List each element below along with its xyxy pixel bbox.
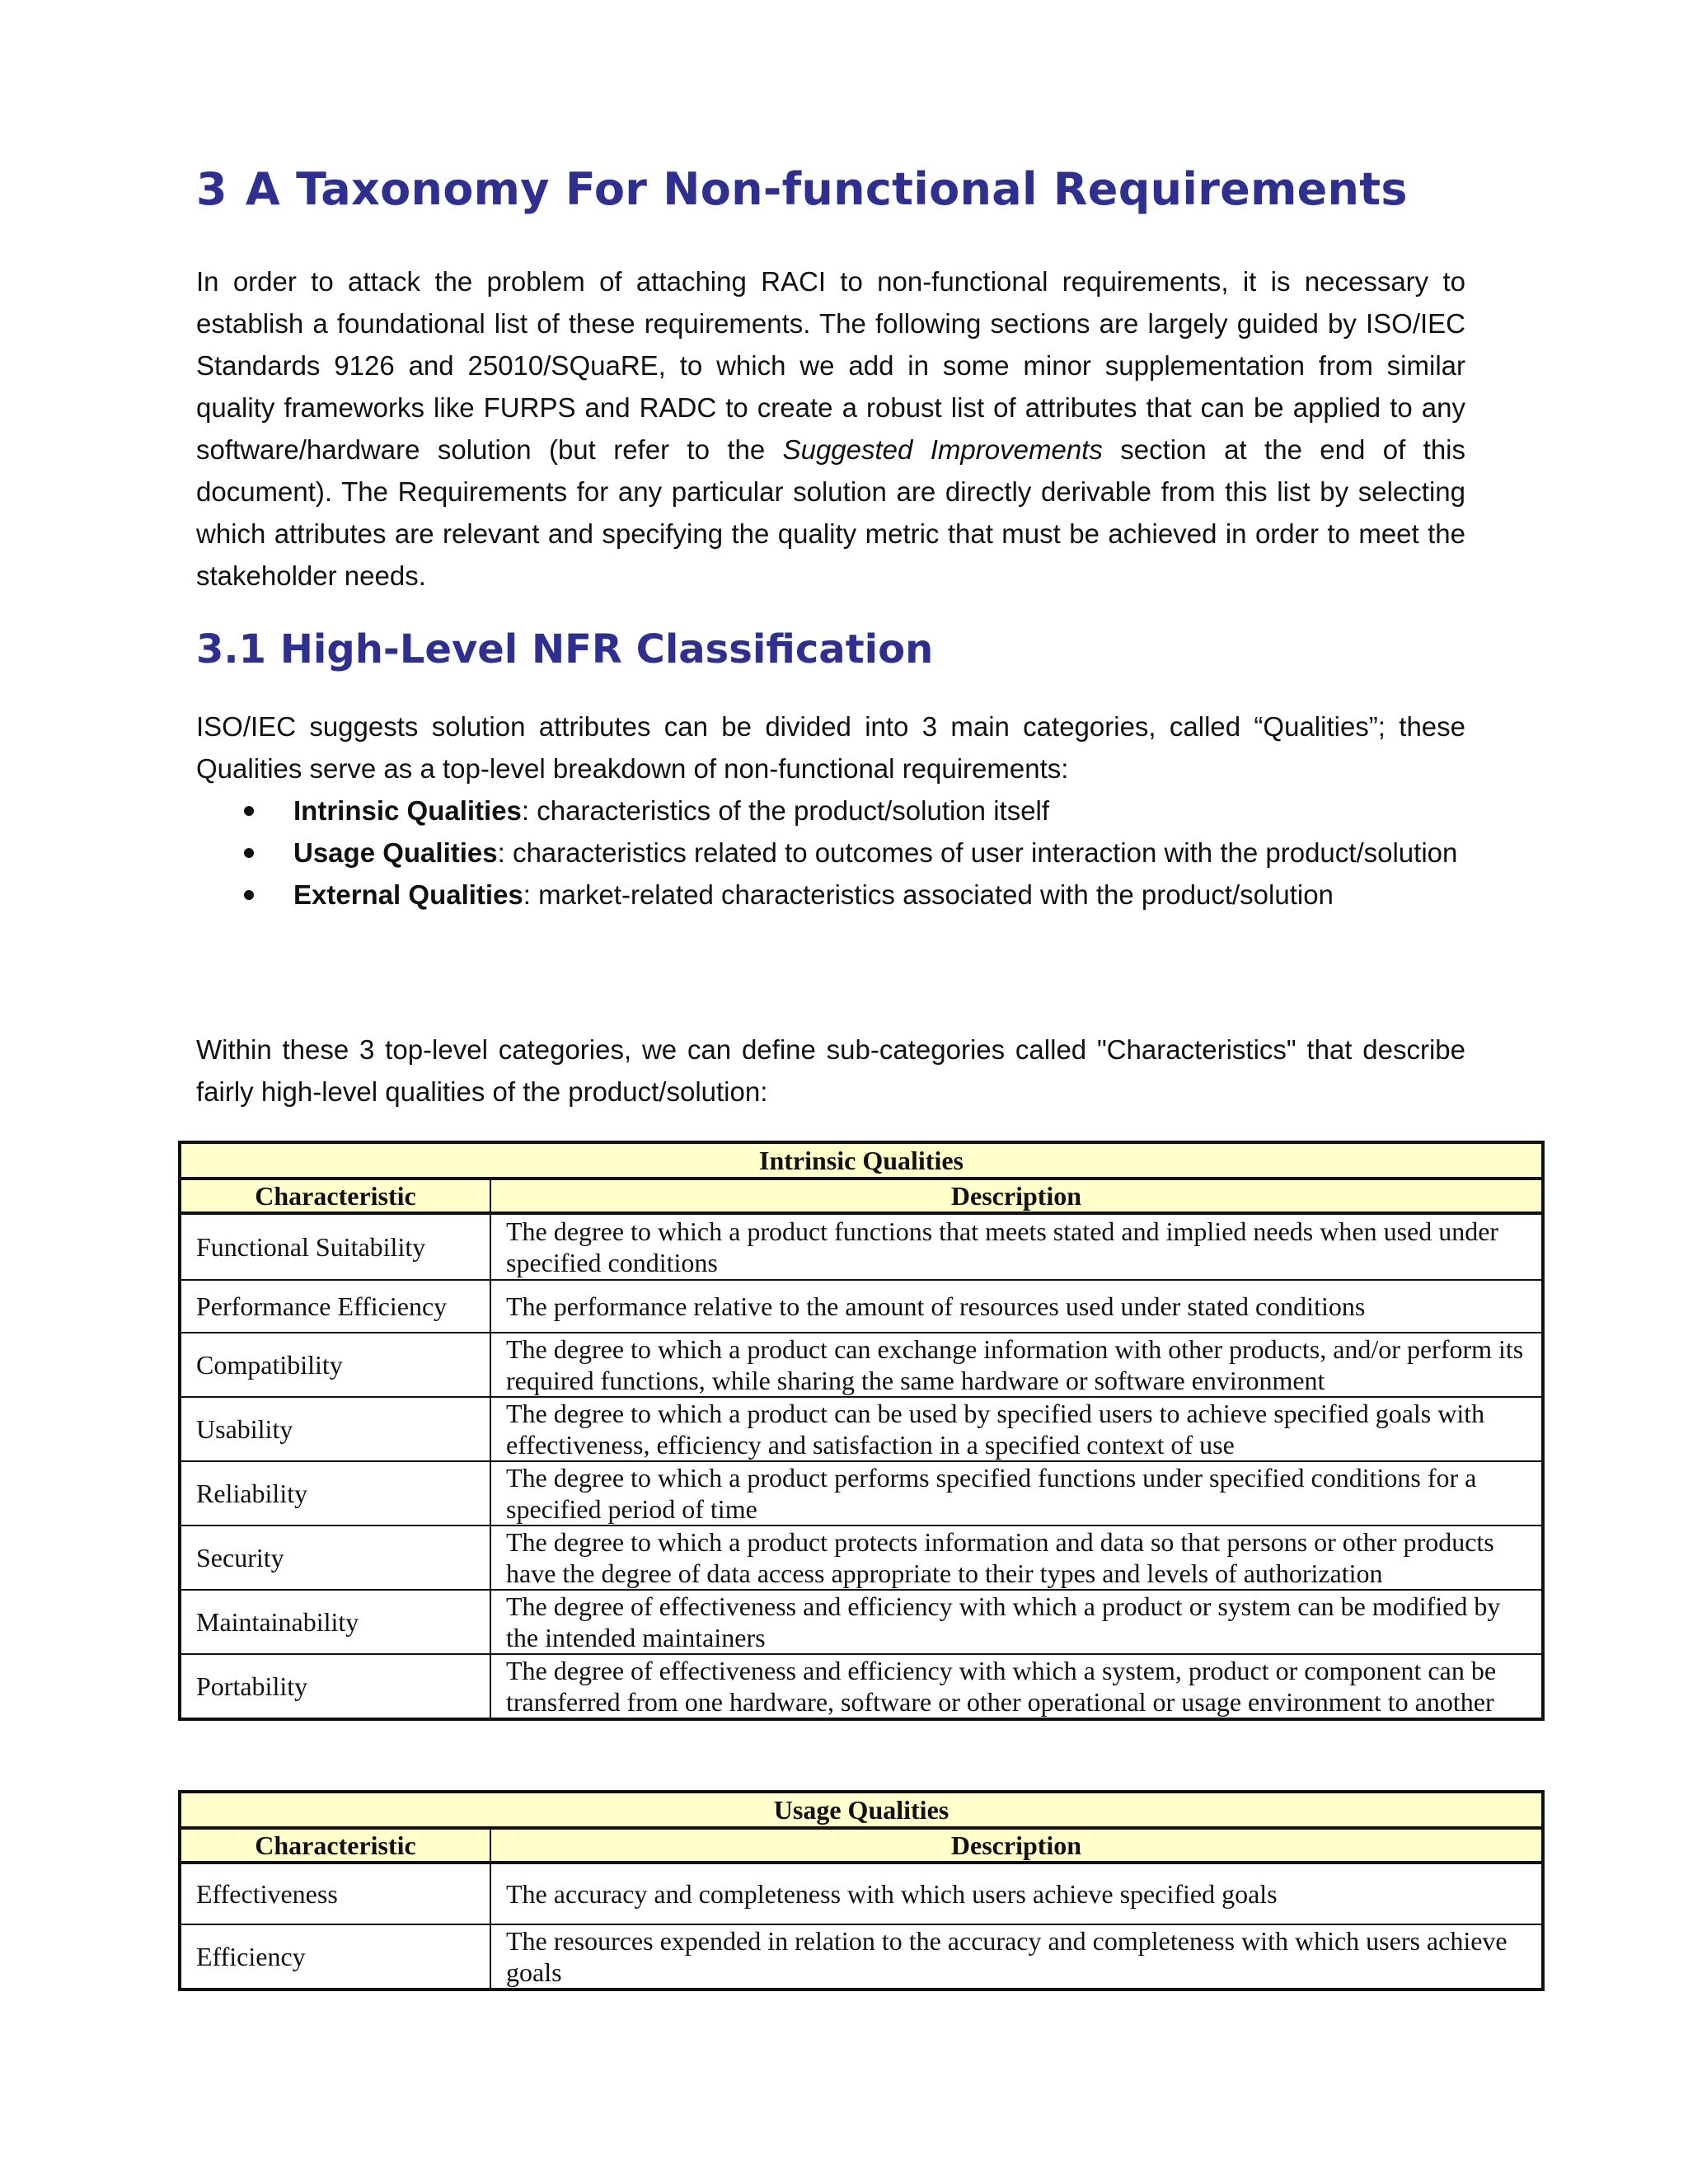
- characteristic-cell: Usability: [180, 1397, 490, 1461]
- table-row: [180, 1863, 1543, 1924]
- bullet-text: : characteristics related to outcomes of user interaction with the product/solution: [497, 837, 1458, 868]
- characteristic-cell: Effectiveness: [180, 1863, 490, 1924]
- table-title: Intrinsic Qualities: [180, 1142, 1543, 1179]
- section-number: 3: [196, 163, 227, 215]
- bullet-term: Usage Qualities: [293, 837, 498, 868]
- intro-paragraph: [196, 260, 1465, 597]
- characteristic-cell: Efficiency: [180, 1924, 490, 1990]
- description-cell: The degree to which a product performs specified functions under specified conditions for a specified period of time: [490, 1461, 1543, 1526]
- list-item: [196, 790, 1465, 832]
- description-cell: The accuracy and completeness with which users achieve specified goals: [490, 1863, 1543, 1924]
- usage-qualities-table: [178, 1790, 1545, 1991]
- column-header-characteristic: Characteristic: [180, 1179, 490, 1213]
- column-header-description: Description: [490, 1828, 1543, 1863]
- intrinsic-qualities-table: [178, 1141, 1545, 1721]
- table-row: [180, 1333, 1543, 1397]
- intro-text-2: section at the end of this document). The Requirements for any particular solution are directly derivable from this list by selecting which attributes are relevant and specifying the quality metric that must be achieved in order to meet the stakeholder needs.: [196, 434, 1465, 591]
- description-cell: The degree to which a product protects information and data so that persons or other products have the degree of data access appropriate to their types and levels of authorization: [490, 1526, 1543, 1590]
- list-item: [196, 874, 1465, 916]
- description-cell: The degree of effectiveness and efficiency with which a product or system can be modified by the intended maintainers: [490, 1590, 1543, 1654]
- bullet-text: : characteristics of the product/solution itself: [521, 795, 1050, 826]
- table-row: [180, 1213, 1543, 1280]
- table-row: [180, 1461, 1543, 1526]
- characteristic-cell: Security: [180, 1526, 490, 1590]
- table-row: [180, 1397, 1543, 1461]
- bullet-term: Intrinsic Qualities: [293, 795, 522, 826]
- intro-text-1: In order to attack the problem of attaching RACI to non-functional requirements, it is necessary to establish a foundational list of these requirements. The following sections are largely guided by ISO/IEC Standards 9126 and 25010/SQuaRE, to which we add in some minor supplementation from similar quality frameworks like FURPS and RADC to create a robust list of attributes that can be applied to any software/hardware solution (but refer to the: [196, 266, 1465, 465]
- table-row: [180, 1654, 1543, 1719]
- table-row: [180, 1590, 1543, 1654]
- table-row: [180, 1526, 1543, 1590]
- characteristic-cell: Functional Suitability: [180, 1213, 490, 1280]
- bullet-icon: [244, 890, 254, 900]
- intro-emphasis: Suggested Improvements: [782, 434, 1103, 465]
- characteristics-paragraph: Within these 3 top-level categories, we can define sub-categories called "Characteristics" that describe fairly high-level qualities of the product/solution:: [196, 1034, 1465, 1107]
- bullet-icon: [244, 806, 254, 816]
- table-row: [180, 1280, 1543, 1333]
- characteristic-cell: Compatibility: [180, 1333, 490, 1397]
- column-header-description: Description: [490, 1179, 1543, 1213]
- qualities-list: [196, 790, 1465, 916]
- table-title: Usage Qualities: [180, 1792, 1543, 1828]
- column-header-characteristic: Characteristic: [180, 1828, 490, 1863]
- bullet-term: External Qualities: [293, 879, 523, 910]
- characteristic-cell: Performance Efficiency: [180, 1280, 490, 1333]
- description-cell: The resources expended in relation to the accuracy and completeness with which users achieve goals: [490, 1924, 1543, 1990]
- description-cell: The degree to which a product can exchange information with other products, and/or perform its required functions, while sharing the same hardware or software environment: [490, 1333, 1543, 1397]
- description-cell: The degree to which a product functions that meets stated and implied needs when used under specified conditions: [490, 1213, 1543, 1280]
- description-cell: The performance relative to the amount of resources used under stated conditions: [490, 1280, 1543, 1333]
- characteristic-cell: Portability: [180, 1654, 490, 1719]
- section-title: A Taxonomy For Non-functional Requirements: [245, 163, 1408, 215]
- bullet-icon: [244, 848, 254, 858]
- section-heading: [196, 163, 1408, 215]
- description-cell: The degree of effectiveness and efficiency with which a system, product or component can be transferred from one hardware, software or other operational or usage environment to another: [490, 1654, 1543, 1719]
- characteristic-cell: Maintainability: [180, 1590, 490, 1654]
- list-item: [196, 832, 1465, 874]
- description-cell: The degree to which a product can be used by specified users to achieve specified goals with effectiveness, efficiency and satisfaction in a specified context of use: [490, 1397, 1543, 1461]
- bullet-text: : market-related characteristics associated with the product/solution: [523, 879, 1334, 910]
- qualities-lead-paragraph: ISO/IEC suggests solution attributes can be divided into 3 main categories, called “Qualities”; these Qualities serve as a top-level breakdown of non-functional requirements:: [196, 711, 1465, 784]
- subsection-heading: 3.1 High-Level NFR Classification: [196, 626, 934, 673]
- characteristic-cell: Reliability: [180, 1461, 490, 1526]
- table-row: [180, 1924, 1543, 1990]
